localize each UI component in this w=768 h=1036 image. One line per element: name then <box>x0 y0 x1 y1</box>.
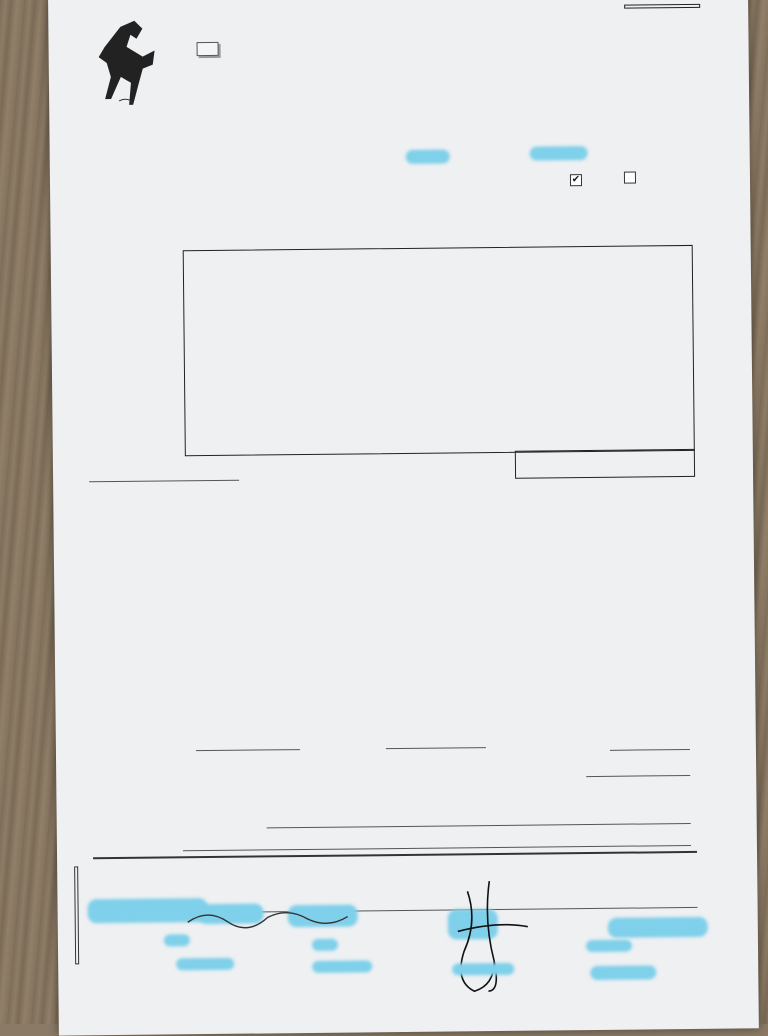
molar-line <box>386 747 486 749</box>
signature-redaction-5 <box>608 917 708 938</box>
grobe-line <box>267 823 691 828</box>
bemerkungen-line <box>183 845 691 851</box>
formblatt-label <box>624 4 700 9</box>
gesamt-box <box>515 449 695 479</box>
plz-redaction <box>406 149 450 163</box>
grading-scale <box>73 255 79 855</box>
vr-redaction-1 <box>176 958 234 971</box>
form-title <box>197 42 219 56</box>
vr-redaction-4 <box>590 965 656 980</box>
vr-redaction-3 <box>452 963 514 976</box>
augenfehler-line <box>586 775 690 777</box>
dog-logo-icon <box>90 16 163 109</box>
score-table <box>183 245 695 456</box>
pruefungsleiter-redaction <box>164 934 190 946</box>
wohnort-redaction <box>530 146 588 161</box>
vr-redaction-2 <box>312 960 372 973</box>
richter-2-redaction <box>586 940 632 952</box>
laut-title <box>88 378 188 379</box>
zahnfehler-line <box>610 749 690 751</box>
approval-stamp <box>74 866 79 964</box>
form-sheet <box>48 0 759 1036</box>
praemolar-line <box>196 749 300 751</box>
huendin-checkbox[interactable] <box>624 172 636 184</box>
ro-signature-line <box>89 480 239 483</box>
ruede-checkbox[interactable]: ✔ <box>571 174 581 186</box>
richter-ro-redaction <box>312 939 338 951</box>
result-divider <box>93 851 697 859</box>
handwritten-signature-2-icon <box>184 900 364 932</box>
handwritten-signature-icon <box>437 870 548 1001</box>
